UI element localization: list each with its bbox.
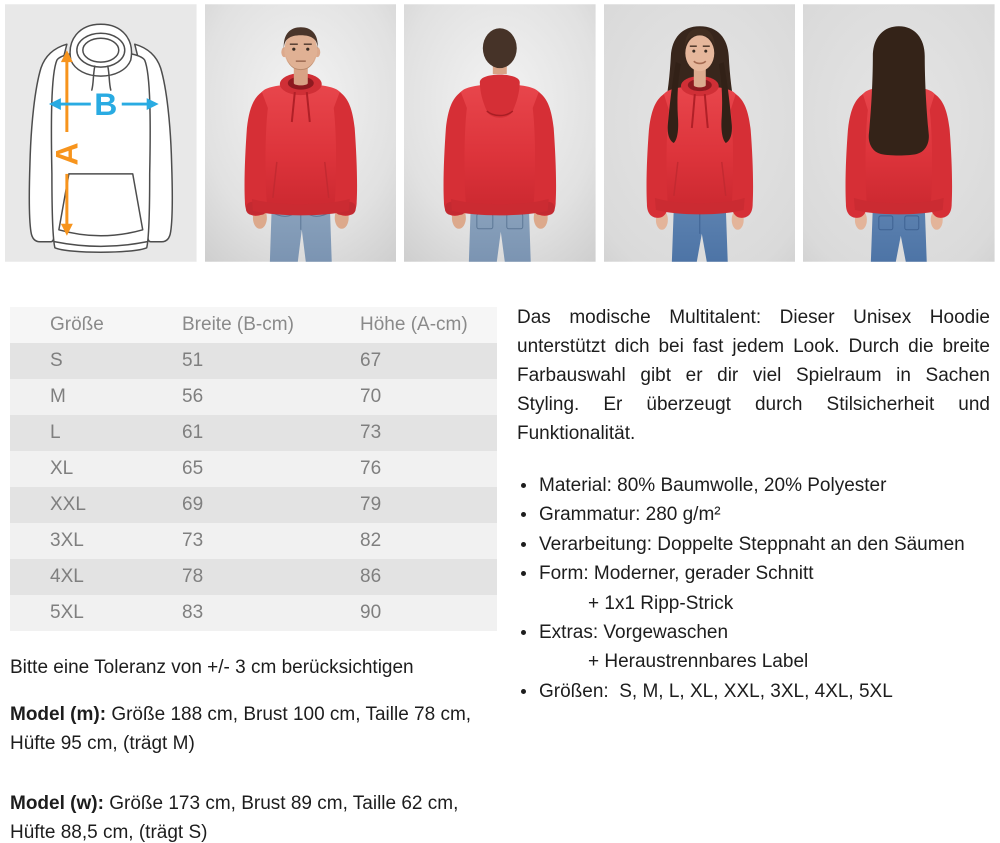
size-table-header-row (10, 307, 497, 343)
table-row: S 51 67 (10, 343, 497, 379)
product-image-female-back[interactable] (803, 4, 995, 262)
model-w-label: Model (w): (10, 793, 104, 814)
male-front-photo (205, 4, 397, 262)
spec-item-extras (517, 618, 990, 647)
table-row: 5XL 83 90 (10, 595, 497, 631)
spec-item-verarbeitung (517, 530, 990, 559)
col-header-groesse: Größe (10, 307, 182, 343)
model-w-info (10, 789, 496, 843)
bullet-dot (521, 483, 526, 488)
spec-item-grammatur (517, 500, 990, 529)
product-image-female-front[interactable] (604, 4, 796, 262)
table-row: M 56 70 (10, 379, 497, 415)
bullet-dot (521, 512, 526, 517)
spec-item-material (517, 471, 990, 500)
table-row: L 61 73 (10, 415, 497, 451)
spec-text: Verarbeitung: Doppelte Steppnaht an den Säumen (539, 533, 965, 555)
table-row: 4XL 78 86 (10, 559, 497, 595)
product-image-gallery (5, 4, 995, 262)
product-image-size-diagram[interactable] (5, 4, 197, 262)
spec-list (517, 471, 990, 706)
female-front-hoodie (646, 76, 753, 218)
female-front-photo (604, 4, 796, 262)
spec-text: Extras: Vorgewaschen (539, 622, 729, 644)
tolerance-note: Bitte eine Toleranz von +/- 3 cm berücksichtigen (10, 657, 414, 678)
table-row: 3XL 73 82 (10, 523, 497, 559)
bullet-dot (521, 689, 526, 694)
spec-sub-extras: + Heraustrennbares Label (588, 651, 809, 673)
model-m-info (10, 700, 496, 758)
description-intro: Das modische Multitalent: Dieser Unisex Hoodie unterstützt dich bei fast jedem Look. Durch die breite Farbauswahl gibt er dir viel Spielraum in Sachen Styling. Er überzeugt durch Stilsicherheit und Funktionalität. (517, 307, 990, 444)
male-back-photo (404, 4, 596, 262)
spec-text: Größen: S, M, L, XL, XXL, 3XL, 4XL, 5XL (539, 680, 893, 702)
table-row: XL 65 76 (10, 451, 497, 487)
hoodie-size-diagram (5, 4, 197, 262)
model-m-text: Größe 188 cm, Brust 100 cm, Taille 78 cm, Hüfte 95 cm, (trägt M) (10, 704, 472, 754)
product-image-male-back[interactable] (404, 4, 596, 262)
male-back-hoodie (444, 75, 557, 216)
female-hair-long-back (869, 26, 929, 155)
table-row: XXL 69 79 (10, 487, 497, 523)
spec-text: Material: 80% Baumwolle, 20% Polyester (539, 475, 887, 496)
male-front-hoodie (244, 73, 357, 216)
measure-label-b: B (94, 86, 118, 123)
model-m-label: Model (m): (10, 704, 107, 725)
bullet-dot (521, 630, 526, 635)
spec-item-form (517, 559, 990, 588)
product-image-male-front[interactable] (205, 4, 397, 262)
measure-label-a: A (48, 142, 85, 166)
col-header-hoehe: Höhe (A-cm) (360, 307, 497, 343)
bullet-dot (521, 542, 526, 547)
bullet-dot (521, 571, 526, 576)
spec-item-groessen (517, 677, 990, 706)
col-header-breite: Breite (B-cm) (182, 307, 360, 343)
model-w-text: Größe 173 cm, Brust 89 cm, Taille 62 cm, Hüfte 88,5 cm, (trägt S) (10, 793, 459, 843)
spec-text: Form: Moderner, gerader Schnitt (539, 563, 814, 585)
spec-sub-form: + 1x1 Ripp-Strick (588, 592, 734, 614)
female-back-photo (803, 4, 995, 262)
spec-text: Grammatur: 280 g/m² (539, 504, 721, 526)
size-table (10, 307, 497, 631)
product-description (517, 303, 990, 706)
